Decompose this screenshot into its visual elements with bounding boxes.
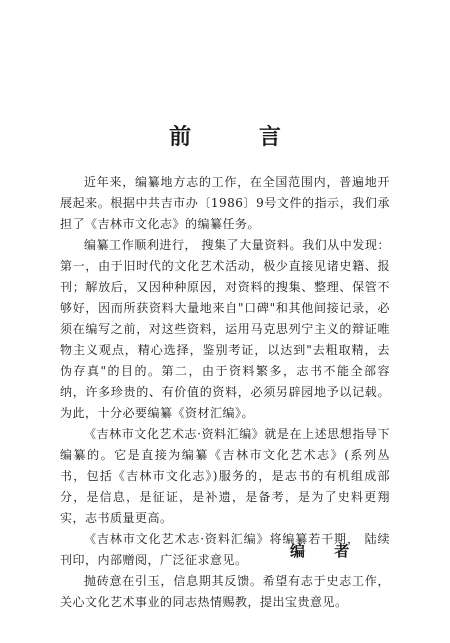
paragraph: 《吉林市文化艺术志·资料汇编》将编纂若干期， 陆续刊印，内部赠阅，广泛征求意见。 (60, 532, 390, 567)
paragraph: 近年来，编纂地方志的工作，在全国范围内，普遍地开展起来。根据中共吉市办〔1986〕9号文件的指示，我们承担了《吉林市文化志》的编纂任务。 (60, 175, 390, 231)
paragraph: 抛砖意在引玉，信息期其反馈。希望有志于史志工作，关心文化艺术事业的同志热情赐教，提出宝贵意见。 (60, 574, 390, 609)
paragraph: 《吉林市文化艺术志·资料汇编》就是在上述思想指导下编纂的。它是直接为编纂《吉林市文化艺术志》(系列丛书，包括《吉林市文化志》)服务的，是志书的有机组成部分，是信息，是征证，是补遗，是备考，是为了史料更翔实，志书质量更高。 (60, 427, 390, 525)
page-title: 前 言 (169, 124, 311, 150)
author-signature: 编 者 (290, 542, 362, 560)
paragraph: 编纂工作顺利进行， 搜集了大量资料。我们从中发现：第一，由于旧时代的文化艺术活动，极少直接见诸史籍、报刊；解放后，又因种种原因，对资料的搜集、整理、保管不够好，因而所获资料大量地来自"口碑"和其他间接记录，必须在编写之前，对这些资料，运用马克思列宁主义的辩证唯物主义观点，精心选择，鉴别考证，以达到"去粗取精，去伪存真"的目的。第二，由于资料繁多，志书不能全部容纳，许多珍贵的、有价值的资料，必须另辟园地予以记载。为此，十分必要编纂《资材汇编》。 (60, 238, 390, 420)
